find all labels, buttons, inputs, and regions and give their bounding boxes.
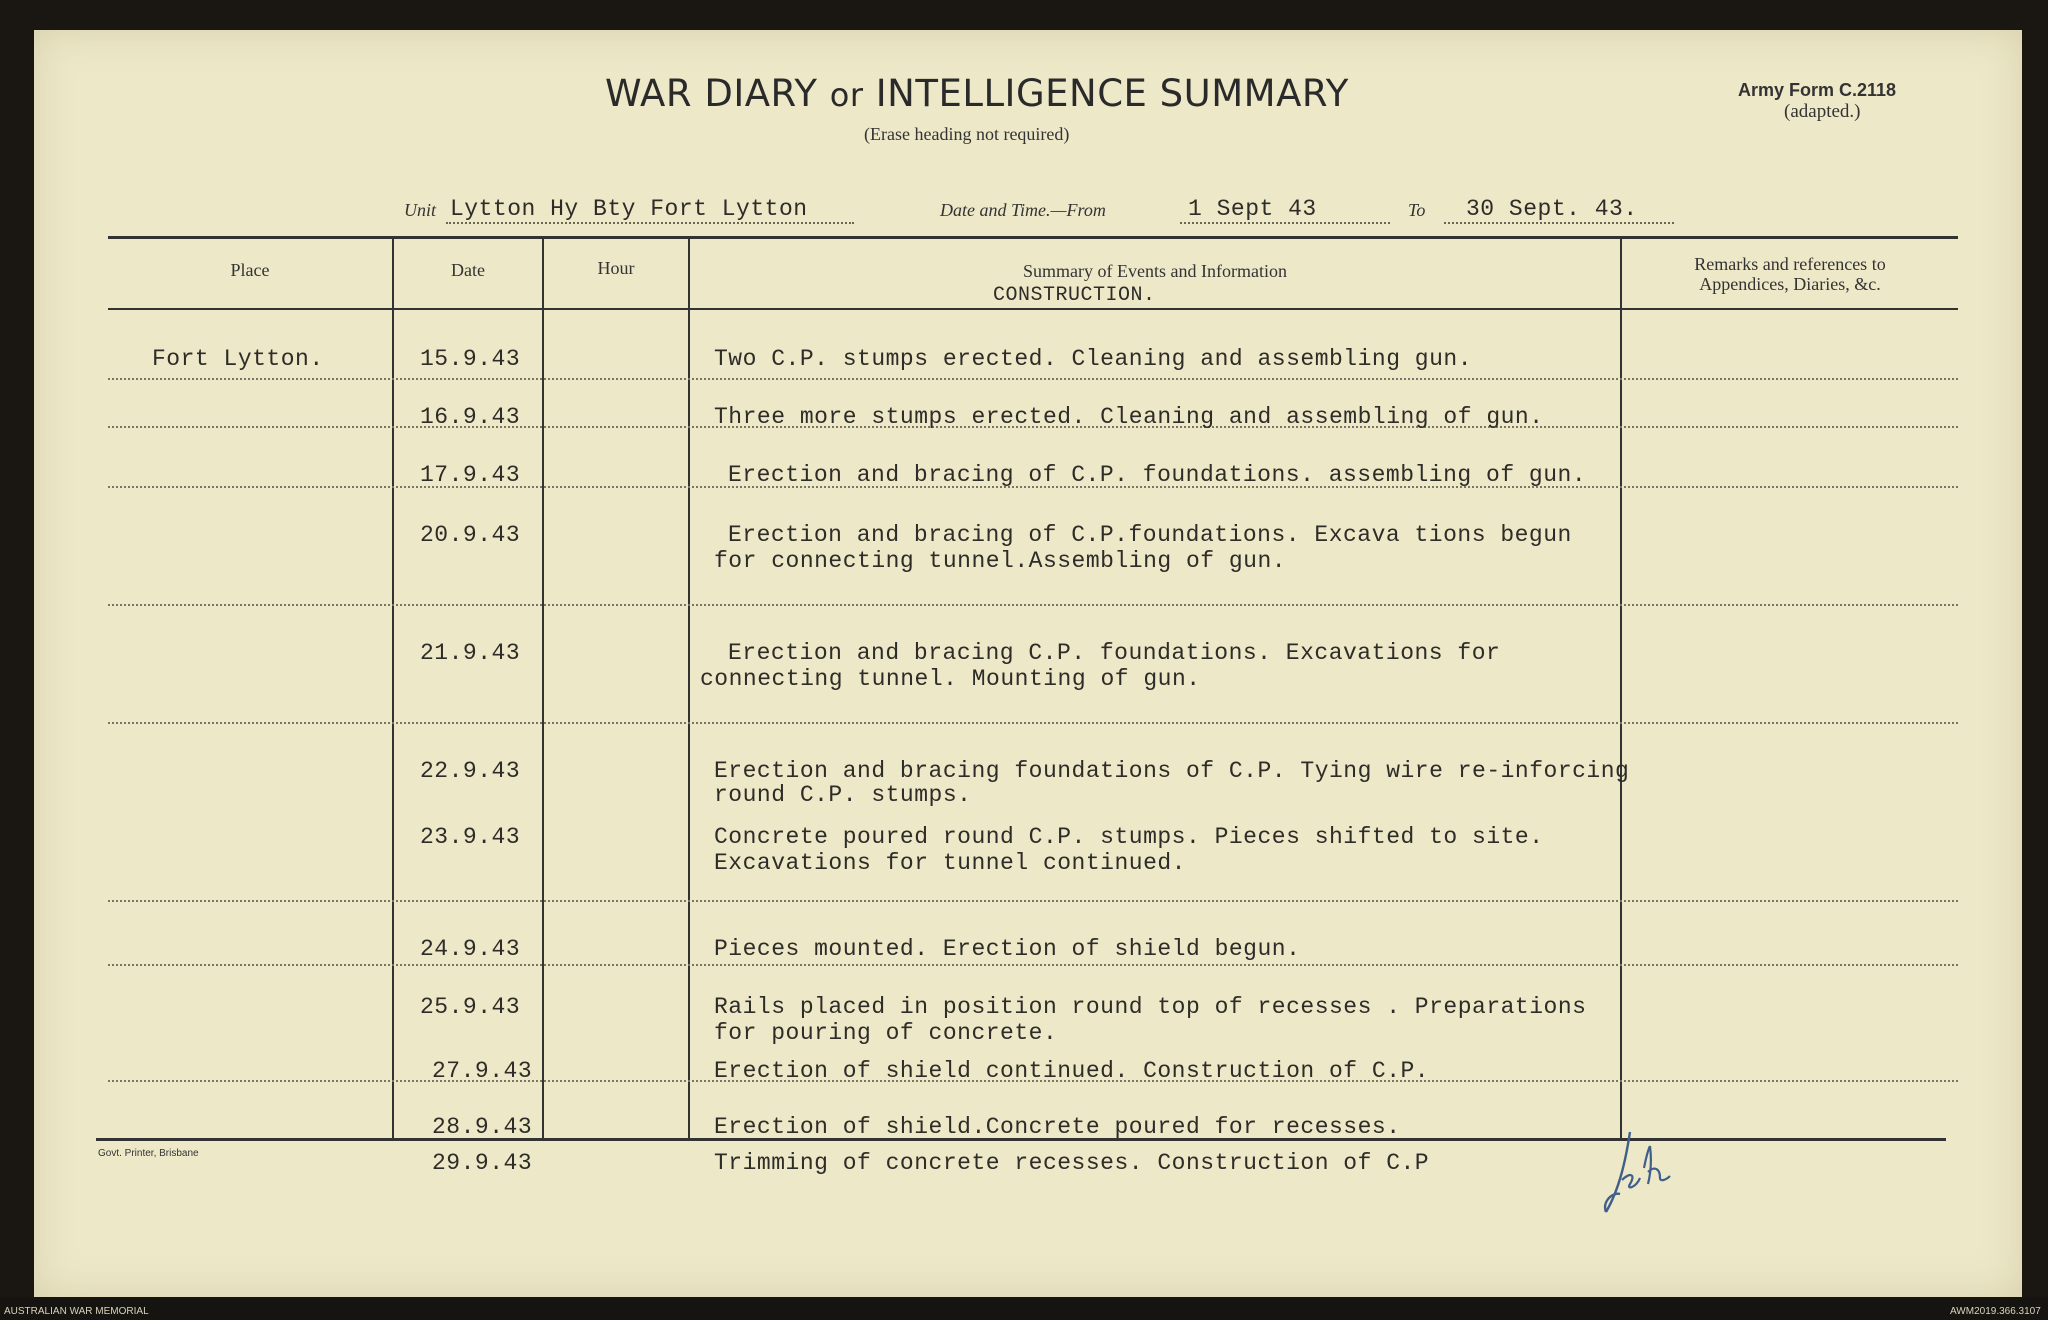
entry-5-date: 21.9.43	[420, 640, 521, 666]
entry-6-text-1: Erection and bracing foundations of C.P. Tying wire re-inforcing	[714, 758, 1630, 784]
archive-label-right: AWM2019.366.3107	[1950, 1306, 2041, 1317]
column-divider-hour	[688, 236, 690, 1138]
form-adapted-note: (adapted.)	[1784, 101, 1861, 122]
date-to-label: To	[1408, 200, 1426, 220]
column-divider-summary	[1620, 236, 1622, 1138]
row-separator	[108, 378, 1958, 380]
column-header-construction: CONSTRUCTION.	[993, 284, 1156, 307]
entry-1-date: 15.9.43	[420, 346, 521, 372]
row-separator	[108, 604, 1958, 606]
signature-initials	[1600, 1128, 1690, 1218]
unit-value: Lytton Hy Bty Fort Lytton	[450, 196, 808, 222]
date-to-value: 30 Sept. 43.	[1466, 196, 1638, 222]
entry-12-date: 29.9.43	[432, 1150, 533, 1176]
header-bottom-rule	[108, 308, 1958, 310]
form-subtitle: (Erase heading not required)	[864, 124, 1070, 144]
column-divider-date	[542, 236, 544, 1138]
entry-3-date: 17.9.43	[420, 462, 521, 488]
entry-7-date: 23.9.43	[420, 824, 521, 850]
column-divider-place	[392, 236, 394, 1138]
date-from-label: Date and Time.—From	[940, 200, 1106, 220]
entry-1-text: Two C.P. stumps erected. Cleaning and assembling gun.	[714, 346, 1473, 372]
date-to-dotted-line	[1444, 222, 1674, 224]
entry-4-text-2: for connecting tunnel.Assembling of gun.	[714, 548, 1287, 574]
row-separator	[108, 964, 1958, 966]
column-header-place: Place	[230, 260, 270, 280]
title-war-diary: WAR DIARY	[605, 72, 818, 115]
date-from-value: 1 Sept 43	[1188, 196, 1317, 222]
row-separator	[108, 722, 1958, 724]
form-number: Army Form C.2118	[1738, 80, 1897, 100]
date-from-dotted-line	[1180, 222, 1390, 224]
column-header-remarks-2: Appendices, Diaries, &c.	[1699, 274, 1881, 294]
entry-12-text: Trimming of concrete recesses. Construction of C.P	[714, 1150, 1430, 1176]
entry-7-text-1: Concrete poured round C.P. stumps. Pieces shifted to site.	[714, 824, 1544, 850]
column-header-summary: Summary of Events and Information	[1023, 261, 1287, 281]
entry-5-text-2: connecting tunnel. Mounting of gun.	[700, 666, 1201, 692]
entry-9-text-2: for pouring of concrete.	[714, 1020, 1058, 1046]
entry-6-text-2: round C.P. stumps.	[714, 782, 972, 808]
title-intelligence-summary: INTELLIGENCE SUMMARY	[875, 72, 1349, 115]
column-header-date: Date	[451, 260, 485, 280]
entry-7-text-2: Excavations for tunnel continued.	[714, 850, 1186, 876]
archive-footer-bar	[0, 1297, 2048, 1320]
entry-2-text: Three more stumps erected. Cleaning and assembling of gun.	[714, 404, 1544, 430]
entry-11-date: 28.9.43	[432, 1114, 533, 1140]
table-top-rule	[108, 236, 1958, 239]
entry-10-date: 27.9.43	[432, 1058, 533, 1084]
entry-9-date: 25.9.43	[420, 994, 521, 1020]
entry-11-text: Erection of shield.Concrete poured for recesses.	[714, 1114, 1401, 1140]
column-header-hour: Hour	[597, 258, 635, 278]
entry-8-text: Pieces mounted. Erection of shield begun.	[714, 936, 1301, 962]
entry-1-place: Fort Lytton.	[152, 346, 324, 372]
title-or: or	[829, 76, 864, 114]
entry-9-text-1: Rails placed in position round top of recesses . Preparations	[714, 994, 1587, 1020]
column-header-remarks-1: Remarks and references to	[1694, 254, 1886, 274]
unit-dotted-line	[446, 222, 854, 224]
entry-4-text-1: Erection and bracing of C.P.foundations. Excava tions begun	[728, 522, 1572, 548]
entry-3-text: Erection and bracing of C.P. foundations. assembling of gun.	[728, 462, 1587, 488]
form-title	[605, 72, 1349, 115]
entry-8-date: 24.9.43	[420, 936, 521, 962]
printer-credit: Govt. Printer, Brisbane	[98, 1148, 199, 1159]
unit-label: Unit	[404, 200, 437, 220]
row-separator	[108, 900, 1958, 902]
entry-6-date: 22.9.43	[420, 758, 521, 784]
entry-2-date: 16.9.43	[420, 404, 521, 430]
entry-5-text-1: Erection and bracing C.P. foundations. Excavations for	[728, 640, 1501, 666]
archive-label-left: AUSTRALIAN WAR MEMORIAL	[4, 1306, 149, 1317]
entry-4-date: 20.9.43	[420, 522, 521, 548]
entry-10-text: Erection of shield continued. Construction of C.P.	[714, 1058, 1430, 1084]
